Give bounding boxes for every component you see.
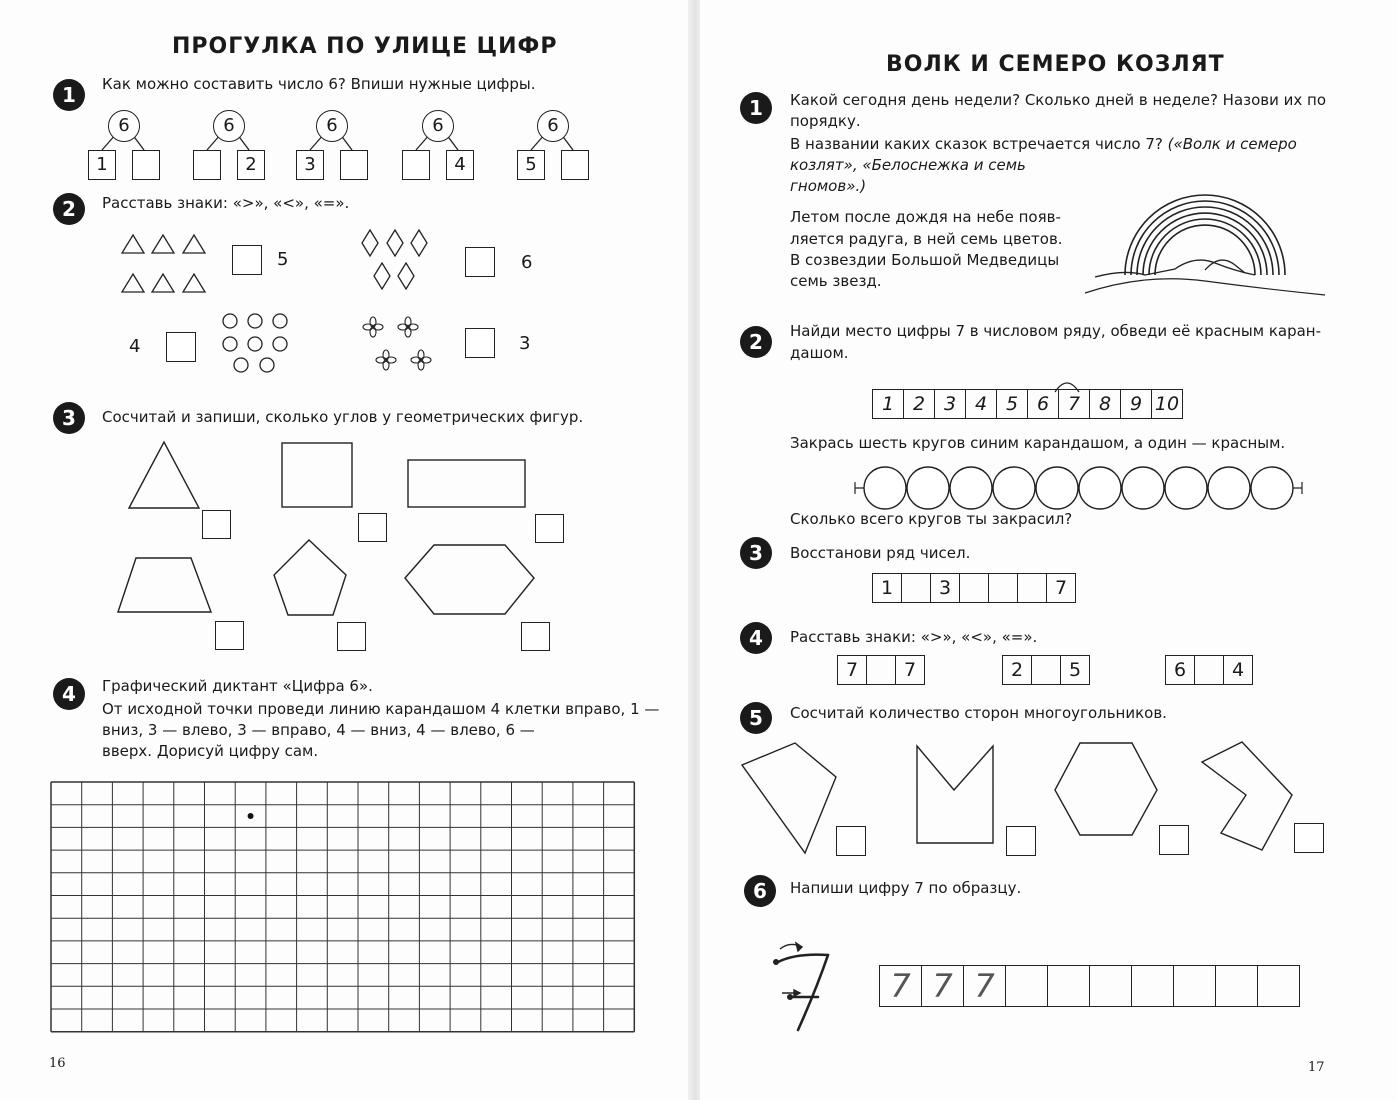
pair-number: 4 [1231,659,1245,681]
tree-left-box[interactable]: 1 [88,150,116,180]
start-point [248,813,254,819]
tree-left-box[interactable]: 5 [517,150,545,180]
left-page [0,0,690,1100]
writing-cell: 7 [964,966,1006,1006]
answer-hint: гномов».) [790,177,867,195]
answer-hint: («Волк и семеро [1167,135,1297,153]
task-text: Сосчитай и запиши, сколько углов у геометрических фигур. [102,408,584,426]
task-number: 5 [740,702,772,734]
row-cell: 6 [1028,390,1059,418]
row-cell: 2 [904,390,935,418]
top-circle: 6 [316,110,348,142]
row-cell: 5 [997,390,1028,418]
task-text: вверх. Дорисуй цифру сам. [102,742,319,760]
number-label: 5 [277,249,289,270]
task-number: 3 [740,537,772,569]
row-cell: 4 [966,390,997,418]
row-cell: 3 [935,390,966,418]
row-cell: 3 [931,574,960,602]
task-text: Графический диктант «Цифра 6». [102,677,373,695]
row-cell: 1 [873,390,904,418]
writing-cell: 7 [880,966,922,1006]
task-text: Сколько всего кругов ты закрасил? [790,510,1073,528]
task-number: 4 [740,622,772,654]
page-title: ПРОГУЛКА ПО УЛИЦЕ ЦИФР [172,34,558,59]
task-text: От исходной точки проведи линию карандашом 4 клетки вправо, 1 — [102,700,660,718]
task-text: вниз, 3 — влево, 3 — вправо, 4 — вниз, 4 — влево, 6 — [102,721,535,739]
task-text: ляется радуга, в ней семь цветов. [790,230,1063,248]
right-page [700,0,1397,1100]
task5-polygons [700,0,1397,870]
pair-number: 2 [1003,656,1032,684]
top-circle: 6 [422,110,454,142]
pair-number: 7 [903,659,917,681]
answer-box[interactable] [1294,823,1324,853]
pair-number: 5 [1068,659,1082,681]
task-number: 6 [744,875,776,907]
task-text: семь звезд. [790,272,882,290]
task-text: Найди место цифры 7 в числовом ряду, обведи её красным каран- [790,322,1322,340]
writing-cell[interactable] [1006,966,1048,1006]
number-label: 3 [519,333,531,354]
row-cell: 8 [1090,390,1121,418]
task-number: 1 [740,92,772,124]
page-title: ВОЛК И СЕМЕРО КОЗЛЯТ [886,52,1225,77]
tree-left-box[interactable]: 3 [296,150,324,180]
writing-cell: 7 [922,966,964,1006]
pair-number: 7 [838,656,867,684]
task-text: Сосчитай количество сторон многоугольников. [790,704,1167,722]
task-text: Какой сегодня день недели? Сколько дней в неделе? Назови их по [790,91,1327,109]
answer-box[interactable] [1159,825,1189,855]
row-cell: 1 [873,574,902,602]
tree-right-box[interactable]: 2 [237,150,265,180]
writing-cell[interactable] [1090,966,1132,1006]
task-text: Напиши цифру 7 по образцу. [790,879,1022,897]
task-text: В созвездии Большой Медведицы [790,251,1060,269]
top-circle: 6 [108,110,140,142]
task-text: Закрась шесть кругов синим карандашом, а один — красным. [790,434,1286,452]
writing-cell[interactable] [1258,966,1299,1006]
top-circle: 6 [537,110,569,142]
writing-cells[interactable] [879,965,1300,1007]
question-text: В названии каких сказок встречается число 7? [790,135,1168,153]
answer-box[interactable] [1006,826,1036,856]
page-number: 17 [1308,1060,1325,1075]
task-number: 3 [53,402,85,434]
task-number: 4 [53,678,85,710]
row-cell: 9 [1121,390,1152,418]
task-text: Расставь знаки: «>», «<», «=». [790,628,1038,646]
dictation-grid[interactable] [0,0,690,1050]
row-cell: 7 [1059,390,1090,418]
number-label: 4 [129,336,141,357]
writing-cell[interactable] [1048,966,1090,1006]
number-label: 6 [521,252,533,273]
writing-cell[interactable] [1132,966,1174,1006]
tree-right-box[interactable]: 4 [446,150,474,180]
task-text: Как можно составить число 6? Впиши нужные цифры. [102,75,536,93]
writing-cell[interactable] [1216,966,1258,1006]
top-circle: 6 [213,110,245,142]
pair-number: 6 [1166,656,1195,684]
answer-box[interactable] [836,826,866,856]
writing-cell[interactable] [1174,966,1216,1006]
digit-seven-sample [768,935,838,1040]
task-text: Летом после дождя на небе появ- [790,208,1061,226]
answer-hint: козлят», «Белоснежка и семь [790,156,1026,174]
task-text: Восстанови ряд чисел. [790,544,971,562]
task-text: дашом. [790,344,849,362]
row-cell: 7 [1054,577,1068,599]
task-number: 2 [53,193,85,225]
task-text: порядку. [790,112,861,130]
page-number: 16 [49,1056,66,1071]
task-number: 2 [740,326,772,358]
task-number: 1 [53,79,85,111]
row-cell: 10 [1154,393,1180,415]
task-text: Расставь знаки: «>», «<», «=». [102,194,350,212]
